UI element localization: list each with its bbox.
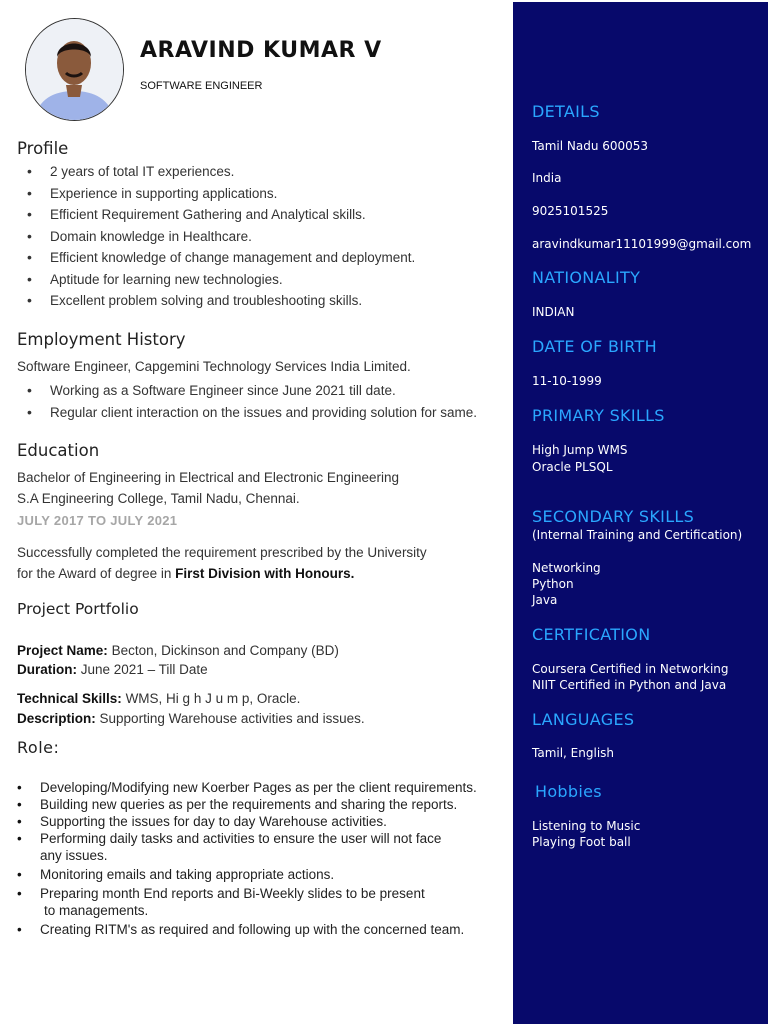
honours-text: First Division with Honours. xyxy=(175,566,355,581)
certification-heading: CERTFICATION xyxy=(532,625,651,644)
role-text: Creating RITM's as required and following up with the concerned team. xyxy=(40,922,465,937)
role-heading: Role: xyxy=(17,738,60,757)
dob-text: 11-10-1999 xyxy=(532,374,602,388)
list-item xyxy=(0,885,477,919)
secondary-skills-note: (Internal Training and Certification) xyxy=(532,528,743,542)
candidate-name: ARAVIND KUMAR V xyxy=(140,38,382,63)
description-label: Description: xyxy=(17,711,96,726)
education-heading: Education xyxy=(17,441,100,460)
profile-photo xyxy=(25,18,124,121)
dob-heading: DATE OF BIRTH xyxy=(532,337,657,356)
duration-value: June 2021 – Till Date xyxy=(80,662,208,677)
list-item xyxy=(0,866,477,883)
address-text: Tamil Nadu 600053 xyxy=(532,139,649,153)
certification-item: Coursera Certified in Networking xyxy=(532,662,729,676)
details-heading: DETAILS xyxy=(532,102,600,121)
project-name-line xyxy=(17,643,339,658)
secondary-skill-item: Java xyxy=(532,593,558,607)
secondary-skill-item: Networking xyxy=(532,561,601,575)
profile-list xyxy=(0,161,415,312)
nationality-heading: NATIONALITY xyxy=(532,268,641,287)
employment-position: Software Engineer, Capgemini Technology Services India Limited. xyxy=(17,359,411,374)
role-text: Monitoring emails and taking appropriate actions. xyxy=(40,867,335,882)
list-item xyxy=(0,779,477,796)
description-line xyxy=(17,711,365,726)
certification-item: NIIT Certified in Python and Java xyxy=(532,678,727,692)
secondary-skill-item: Python xyxy=(532,577,574,591)
employment-list xyxy=(0,380,477,423)
role-list xyxy=(0,779,477,938)
list-item: • Efficient Requirement Gathering and Analytical skills. xyxy=(0,204,415,226)
languages-heading: LANGUAGES xyxy=(532,710,635,729)
secondary-skills-heading: SECONDARY SKILLS xyxy=(532,507,695,526)
primary-skill-item: Oracle PLSQL xyxy=(532,460,613,474)
primary-skills-heading: PRIMARY SKILLS xyxy=(532,406,665,425)
list-item xyxy=(0,813,477,830)
email-text: aravindkumar11101999@gmail.com xyxy=(532,237,752,251)
tech-skills-label: Technical Skills: xyxy=(17,691,122,706)
education-completion-1: Successfully completed the requirement prescribed by the University xyxy=(17,545,427,560)
project-name-value: Becton, Dickinson and Company (BD) xyxy=(111,643,339,658)
person-photo-icon xyxy=(26,19,123,120)
profile-heading: Profile xyxy=(17,139,69,158)
role-continuation: any issues. xyxy=(40,848,108,863)
nationality-text: INDIAN xyxy=(532,305,575,319)
list-item: • Domain knowledge in Healthcare. xyxy=(0,226,415,248)
education-college: S.A Engineering College, Tamil Nadu, Chennai. xyxy=(17,491,300,506)
education-dates: JULY 2017 TO JULY 2021 xyxy=(17,513,178,528)
completion-text: for the Award of degree in xyxy=(17,566,172,581)
role-text: Supporting the issues for day to day Warehouse activities. xyxy=(40,814,387,829)
list-item: • Aptitude for learning new technologies. xyxy=(0,269,415,291)
list-item: • 2 years of total IT experiences. xyxy=(0,161,415,183)
duration-label: Duration: xyxy=(17,662,77,677)
job-title: SOFTWARE ENGINEER xyxy=(140,80,263,92)
hobby-item: Playing Foot ball xyxy=(532,835,631,849)
hobbies-heading: Hobbies xyxy=(535,782,602,801)
hobby-item: Listening to Music xyxy=(532,819,641,833)
employment-heading: Employment History xyxy=(17,330,186,349)
role-text: Preparing month End reports and Bi-Weekly slides to be present xyxy=(40,886,425,901)
portfolio-heading: Project Portfolio xyxy=(17,600,139,618)
tech-skills-line xyxy=(17,691,300,706)
sidebar xyxy=(513,2,768,1024)
description-value: Supporting Warehouse activities and issues. xyxy=(99,711,365,726)
duration-line xyxy=(17,662,208,677)
list-item: • Regular client interaction on the issues and providing solution for same. xyxy=(0,402,477,424)
tech-skills-value: WMS, Hi g h J u m p, Oracle. xyxy=(125,691,301,706)
role-text: Performing daily tasks and activities to ensure the user will not face xyxy=(40,831,442,846)
education-degree: Bachelor of Engineering in Electrical and Electronic Engineering xyxy=(17,470,399,485)
list-item: • Working as a Software Engineer since June 2021 till date. xyxy=(0,380,477,402)
education-completion-2 xyxy=(17,566,354,581)
phone-text: 9025101525 xyxy=(532,204,609,218)
list-item xyxy=(0,921,477,938)
list-item: • Experience in supporting applications. xyxy=(0,183,415,205)
role-continuation: to managements. xyxy=(44,903,149,918)
list-item xyxy=(0,830,477,864)
primary-skill-item: High Jump WMS xyxy=(532,443,628,457)
role-text: Developing/Modifying new Koerber Pages as per the client requirements. xyxy=(40,780,477,795)
project-name-label: Project Name: xyxy=(17,643,108,658)
list-item: • Excellent problem solving and troubleshooting skills. xyxy=(0,290,415,312)
country-text: India xyxy=(532,171,562,185)
role-text: Building new queries as per the requirements and sharing the reports. xyxy=(40,797,458,812)
languages-text: Tamil, English xyxy=(532,746,615,760)
list-item xyxy=(0,796,477,813)
list-item: • Efficient knowledge of change management and deployment. xyxy=(0,247,415,269)
